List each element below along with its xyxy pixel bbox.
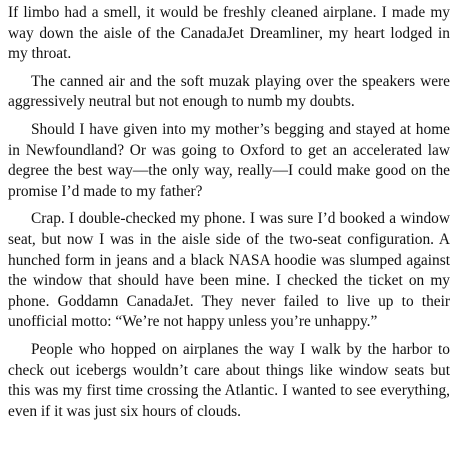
paragraph-2: The canned air and the soft muzak playing over the speakers were aggressively neutral but not enough to numb my doubts.: [8, 72, 450, 111]
paragraph-1: If limbo had a smell, it would be freshly cleaned airplane. I made my way down the aisle of the CanadaJet Dreamliner, my heart lodged in my throat.: [8, 4, 450, 63]
paragraph-5: People who hopped on airplanes the way I walk by the harbor to check out icebergs wouldn’t care about things like window seats but this was my first time crossing the Atlantic. I wanted to see everything, even if it was just six hours of clouds.: [8, 340, 450, 420]
paragraph-4: Crap. I double-checked my phone. I was sure I’d booked a window seat, but now I was in the aisle side of the two-seat configuration. A hunched form in jeans and a black NASA hoodie was slumped against the window that should have been mine. I checked the ticket on my phone. Goddamn CanadaJet. They never failed to live up to their unofficial motto: “We’re not happy unless you’re unhappy.”: [8, 210, 450, 331]
paragraph-3: Should I have given into my mother’s begging and stayed at home in Newfoundland? Or was going to Oxford to get an accelerated law degree the best way—the only way, really—I could make good on the promise I’d made to my father?: [8, 120, 450, 200]
